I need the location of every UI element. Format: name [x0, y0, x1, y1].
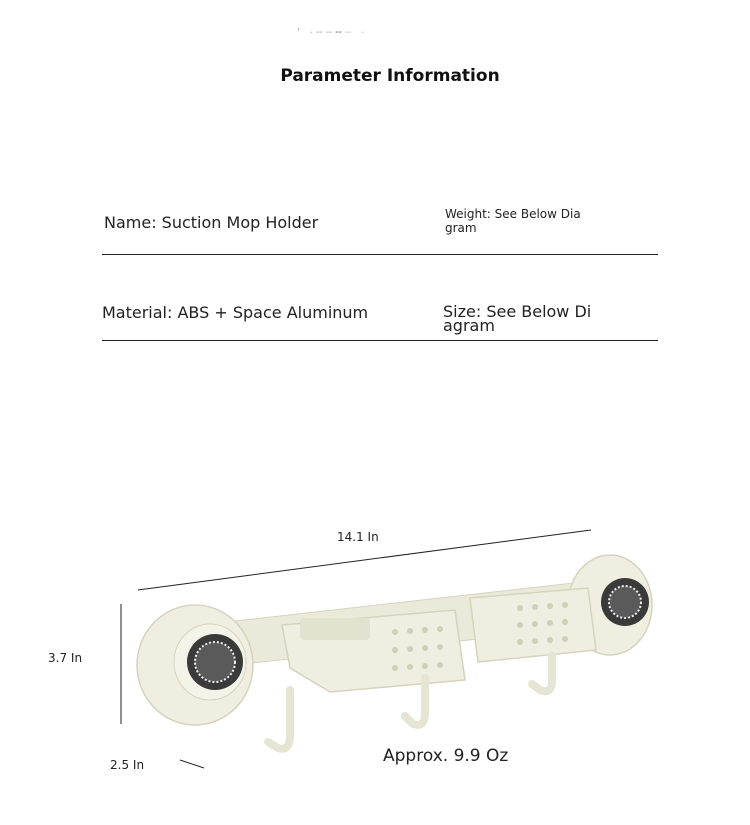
dimension-width-label: 14.1 In [337, 530, 379, 544]
width-dimension-line [138, 530, 591, 590]
spec-name: Name: Suction Mop Holder [104, 213, 319, 232]
faint-header-text: ' ·╌┄╍┈ · [297, 26, 368, 39]
page-title: Parameter Information [280, 66, 500, 86]
left-grip-holder [282, 610, 465, 692]
left-suction-cup [137, 605, 253, 725]
depth-dimension-line [180, 760, 204, 768]
dimension-depth-label: 2.5 In [110, 758, 145, 772]
spec-size: Size: See Below Di agram [443, 302, 592, 335]
right-grip-holder [470, 588, 596, 662]
spec-weight: Weight: See Below Dia gram [445, 207, 581, 235]
spec-material: Material: ABS + Space Aluminum [102, 303, 369, 322]
weight-label: Approx. 9.9 Oz [383, 746, 509, 766]
dimension-height-label: 3.7 In [48, 651, 83, 665]
